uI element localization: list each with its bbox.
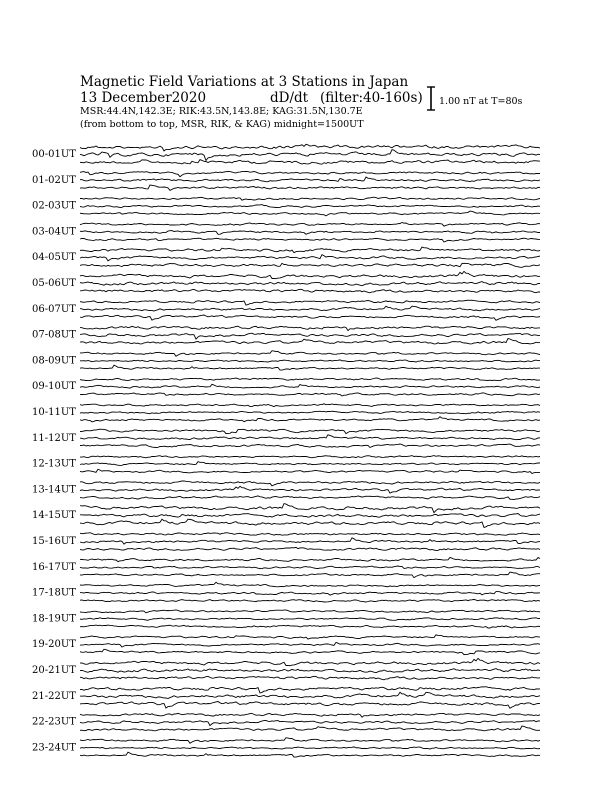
trace-kag xyxy=(80,247,540,253)
trace-rik xyxy=(80,435,540,440)
trace-kag xyxy=(80,404,540,407)
trace-rik xyxy=(80,255,540,261)
trace-kag xyxy=(80,504,540,513)
station-order-note: (from bottom to top, MSR, RIK, & KAG) midnight=1500UT xyxy=(80,119,364,130)
trace-msr xyxy=(80,676,540,680)
hour-label: 06-07UT xyxy=(32,303,76,315)
trace-msr xyxy=(80,339,540,344)
trace-rik xyxy=(80,150,540,161)
hour-label: 21-22UT xyxy=(32,690,76,702)
trace-msr xyxy=(80,393,540,396)
trace-kag xyxy=(80,582,540,587)
hour-label: 02-03UT xyxy=(32,200,76,212)
trace-msr xyxy=(80,726,540,731)
hour-label: 22-23UT xyxy=(32,716,76,728)
hour-label: 17-18UT xyxy=(32,587,76,599)
hour-label: 12-13UT xyxy=(32,458,76,470)
trace-rik xyxy=(80,538,540,544)
trace-kag xyxy=(80,610,540,613)
trace-msr xyxy=(80,444,540,448)
trace-rik xyxy=(80,231,540,235)
trace-rik xyxy=(80,462,540,466)
chart-title: Magnetic Field Variations at 3 Stations in Japan xyxy=(80,74,409,90)
trace-rik xyxy=(80,177,540,182)
hour-label: 23-24UT xyxy=(32,742,76,754)
trace-kag xyxy=(80,713,540,717)
trace-rik xyxy=(80,669,540,673)
trace-msr xyxy=(80,599,540,602)
hour-label: 10-11UT xyxy=(32,407,76,418)
trace-msr xyxy=(80,572,540,578)
trace-msr xyxy=(80,365,540,370)
trace-rik xyxy=(80,306,540,311)
trace-kag xyxy=(80,738,540,744)
trace-msr xyxy=(80,649,540,654)
trace-msr xyxy=(80,289,540,293)
trace-rik xyxy=(80,384,540,388)
hour-label: 16-17UT xyxy=(32,561,76,573)
hour-label: 04-05UT xyxy=(32,252,76,264)
hour-label: 14-15UT xyxy=(32,510,76,522)
trace-msr xyxy=(80,238,540,242)
trace-rik xyxy=(80,592,540,596)
trace-msr xyxy=(80,160,540,165)
hour-label: 07-08UT xyxy=(32,329,76,341)
trace-msr xyxy=(80,211,540,216)
trace-msr xyxy=(80,625,540,628)
trace-kag xyxy=(80,481,540,486)
trace-rik xyxy=(80,747,540,749)
trace-kag xyxy=(80,456,540,458)
trace-kag xyxy=(80,557,540,561)
trace-kag xyxy=(80,351,540,357)
trace-msr xyxy=(80,547,540,550)
trace-rik xyxy=(80,514,540,518)
scale-bar xyxy=(427,87,435,110)
trace-rik xyxy=(80,411,540,414)
trace-rik xyxy=(80,692,540,698)
trace-kag xyxy=(80,144,540,151)
trace-kag xyxy=(80,635,540,639)
hour-label: 20-21UT xyxy=(32,665,76,676)
hour-label: 00-01UT xyxy=(32,149,76,160)
chart-filter: (filter:40-160s) xyxy=(320,90,423,106)
trace-rik xyxy=(80,618,540,621)
trace-rik xyxy=(80,566,540,569)
trace-rik xyxy=(80,333,540,339)
scale-bar-label: 1.00 nT at T=80s xyxy=(439,96,523,107)
hour-label: 08-09UT xyxy=(32,355,76,367)
hour-label: 15-16UT xyxy=(32,536,76,547)
trace-kag xyxy=(80,223,540,227)
trace-rik xyxy=(80,205,540,208)
trace-msr xyxy=(80,519,540,527)
hour-label: 19-20UT xyxy=(32,639,76,651)
trace-rik xyxy=(80,360,540,362)
hour-label: 09-10UT xyxy=(32,381,76,393)
trace-kag xyxy=(80,533,540,536)
trace-kag xyxy=(80,300,540,305)
station-coordinates: MSR:44.4N,142.3E; RIK:43.5N,143.8E; KAG:31.5N,130.7E xyxy=(80,106,363,117)
hour-label: 03-04UT xyxy=(32,226,76,238)
hour-label: 11-12UT xyxy=(32,432,76,444)
trace-msr xyxy=(80,417,540,422)
trace-kag xyxy=(80,172,540,177)
trace-rik xyxy=(80,282,540,286)
hour-label: 13-14UT xyxy=(32,484,76,496)
trace-rik xyxy=(80,642,540,647)
hour-label: 18-19UT xyxy=(32,613,76,625)
chart-quantity: dD/dt xyxy=(270,90,309,106)
hour-label: 05-06UT xyxy=(32,278,76,289)
trace-msr xyxy=(80,752,540,757)
trace-msr xyxy=(80,185,540,190)
trace-kag xyxy=(80,429,540,433)
chart-date: 13 December2020 xyxy=(80,90,207,106)
trace-kag xyxy=(80,378,540,381)
trace-kag xyxy=(80,658,540,665)
trace-kag xyxy=(80,687,540,693)
trace-kag xyxy=(80,326,540,330)
trace-msr xyxy=(80,496,540,500)
trace-kag xyxy=(80,197,540,200)
trace-rik xyxy=(80,486,540,493)
trace-msr xyxy=(80,702,540,709)
trace-rik xyxy=(80,721,540,726)
hour-label: 01-02UT xyxy=(32,174,76,186)
trace-msr xyxy=(80,315,540,320)
trace-msr xyxy=(80,263,540,267)
trace-msr xyxy=(80,469,540,473)
trace-kag xyxy=(80,271,540,278)
